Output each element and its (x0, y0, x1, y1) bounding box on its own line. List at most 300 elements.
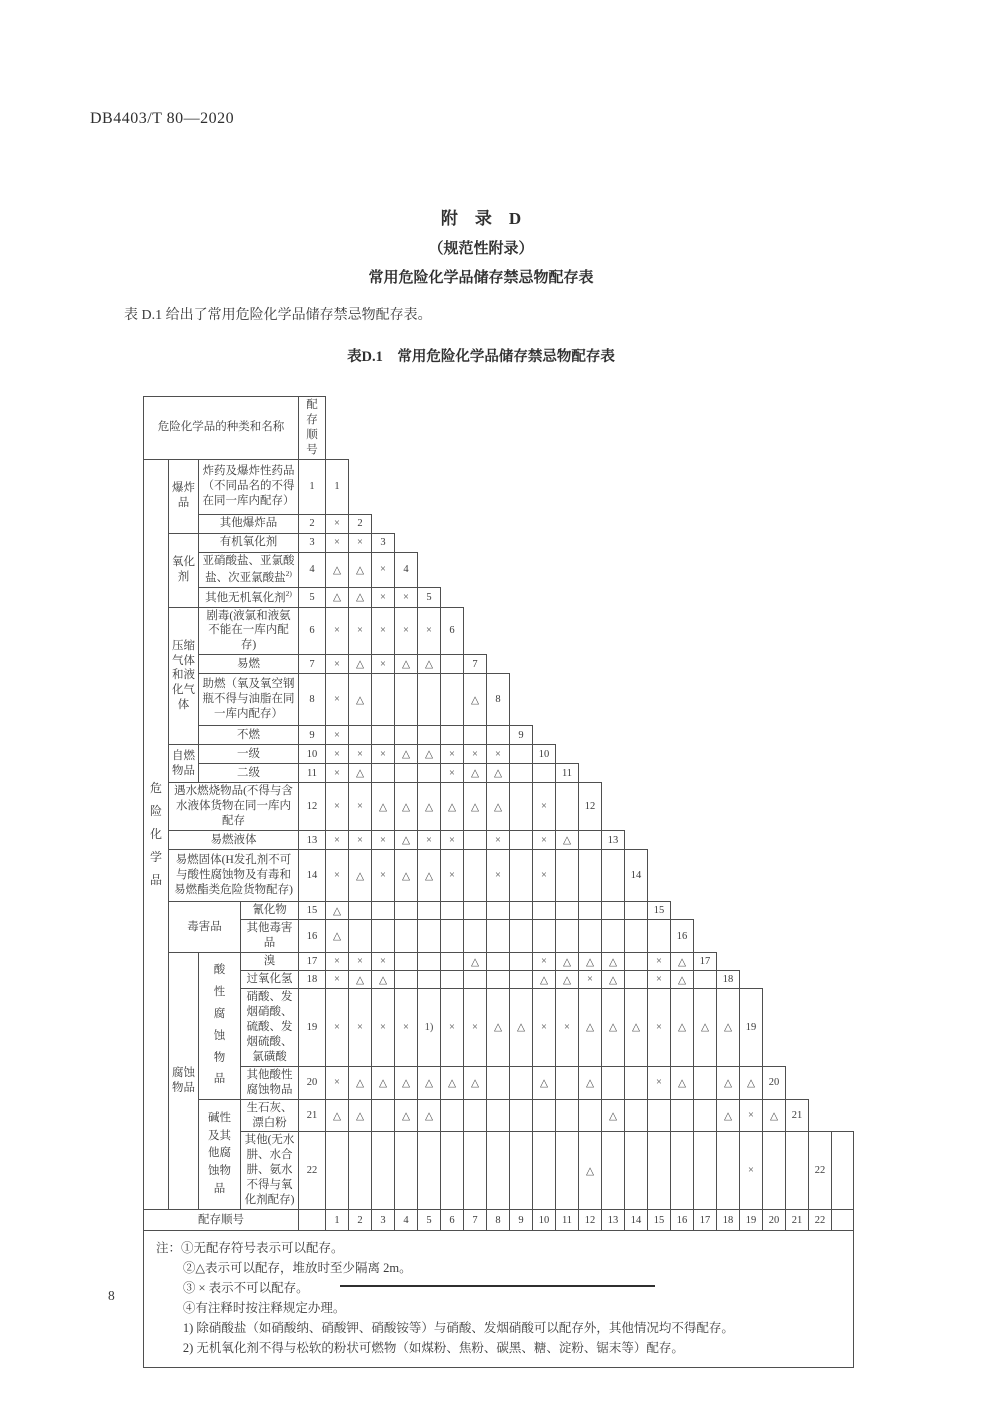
matrix-cell: △ (372, 971, 395, 989)
matrix-filler (832, 1132, 854, 1210)
note-line: ④有注释时按注释规定办理。 (182, 1301, 346, 1316)
matrix-diagonal: 22 (809, 1132, 832, 1210)
matrix-cell (349, 1132, 372, 1210)
subgroup-text: 酸性腐蚀物品 (213, 964, 226, 1086)
compatibility-table-container (143, 396, 854, 1368)
matrix-cell (625, 920, 648, 953)
matrix-cell (602, 850, 625, 902)
row-seq: 20 (299, 1066, 326, 1099)
footer-seq-label: 配存顺号 (144, 1210, 299, 1231)
matrix-cell: × (349, 745, 372, 764)
matrix-cell: × (326, 533, 349, 552)
matrix-cell (694, 1132, 717, 1210)
matrix-cell: × (395, 607, 418, 655)
note-line: 1) 除硝酸盐（如硝酸纳、硝酸钾、硝酸铵等）与硝酸、发烟硝酸可以配存外，其他情况均不得配存。 (182, 1321, 734, 1336)
matrix-cell: × (326, 745, 349, 764)
matrix-cell (671, 1099, 694, 1132)
matrix-cell: × (533, 989, 556, 1067)
matrix-cell: × (395, 989, 418, 1067)
note-line: ③ × 表示不可以配存。 (182, 1281, 309, 1296)
matrix-cell (441, 655, 464, 674)
matrix-diagonal: 6 (441, 607, 464, 655)
outer-group-text: 危险化学品 (149, 781, 162, 887)
matrix-cell (464, 726, 487, 745)
matrix-cell (533, 764, 556, 783)
row-name: 易燃固体(H发孔剂不可与酸性腐蚀物及有毒和易燃酯类危险货物配存) (169, 850, 299, 902)
matrix-cell (510, 745, 533, 764)
matrix-cell (510, 764, 533, 783)
matrix-cell: △ (372, 1066, 395, 1099)
matrix-diagonal: 13 (602, 831, 625, 850)
matrix-cell: △ (349, 1099, 372, 1132)
matrix-cell: △ (372, 783, 395, 831)
matrix-cell: △ (717, 1099, 740, 1132)
matrix-cell (372, 902, 395, 920)
footer-filler (832, 1210, 854, 1231)
matrix-cell (602, 1066, 625, 1099)
matrix-diagonal: 16 (671, 920, 694, 953)
matrix-cell: △ (717, 989, 740, 1067)
matrix-cell: × (579, 971, 602, 989)
matrix-cell (441, 1099, 464, 1132)
matrix-cell: △ (418, 655, 441, 674)
matrix-cell: × (372, 552, 395, 587)
matrix-cell (372, 1099, 395, 1132)
row-seq: 15 (299, 902, 326, 920)
matrix-cell (372, 726, 395, 745)
matrix-cell (395, 1132, 418, 1210)
matrix-cell (533, 1132, 556, 1210)
matrix-diagonal: 8 (487, 674, 510, 726)
row-name: 易燃 (199, 655, 299, 674)
subgroup-text: 碱性及其他腐蚀物品 (208, 1111, 231, 1196)
matrix-cell (441, 953, 464, 971)
matrix-diagonal: 14 (625, 850, 648, 902)
matrix-cell: △ (464, 1066, 487, 1099)
matrix-cell: × (441, 764, 464, 783)
matrix-cell: × (372, 587, 395, 607)
matrix-diagonal: 2 (349, 514, 372, 533)
matrix-cell: △ (533, 971, 556, 989)
table-header-left: 危险化学品的种类和名称 (144, 397, 299, 460)
footer-seq-number: 9 (510, 1210, 533, 1231)
matrix-cell: △ (694, 989, 717, 1067)
row-name: 剧毒(液氯和液氨不能在一库内配存) (199, 607, 299, 655)
footer-seq-number: 3 (372, 1210, 395, 1231)
matrix-cell (579, 920, 602, 953)
row-name: 易燃液体 (169, 831, 299, 850)
matrix-diagonal: 7 (464, 655, 487, 674)
matrix-cell: × (533, 953, 556, 971)
row-seq: 13 (299, 831, 326, 850)
footer-seq-number: 5 (418, 1210, 441, 1231)
matrix-cell (625, 1066, 648, 1099)
matrix-cell: × (326, 514, 349, 533)
subgroup-label (199, 953, 241, 1100)
matrix-cell (533, 1099, 556, 1132)
matrix-diagonal: 11 (556, 764, 579, 783)
matrix-cell: △ (395, 1066, 418, 1099)
footer-seq-number: 4 (395, 1210, 418, 1231)
matrix-cell (602, 920, 625, 953)
matrix-cell (418, 1132, 441, 1210)
matrix-cell: × (326, 850, 349, 902)
matrix-cell (487, 920, 510, 953)
footer-seq-number: 17 (694, 1210, 717, 1231)
table-header-seq: 配存顺号 (299, 397, 326, 460)
row-name: 一级 (199, 745, 299, 764)
matrix-cell: △ (487, 764, 510, 783)
matrix-cell: × (487, 850, 510, 902)
matrix-cell (441, 971, 464, 989)
matrix-cell: △ (602, 989, 625, 1067)
matrix-cell: × (648, 971, 671, 989)
matrix-cell: × (326, 1066, 349, 1099)
matrix-cell: × (648, 1066, 671, 1099)
matrix-cell (625, 971, 648, 989)
matrix-diagonal: 10 (533, 745, 556, 764)
footer-seq-number: 1 (326, 1210, 349, 1231)
footer-seq-number: 16 (671, 1210, 694, 1231)
matrix-cell: × (441, 850, 464, 902)
matrix-cell (579, 831, 602, 850)
matrix-cell (487, 1099, 510, 1132)
footer-seq-empty (299, 1210, 326, 1231)
matrix-cell: △ (418, 850, 441, 902)
matrix-cell: △ (464, 783, 487, 831)
row-seq: 3 (299, 533, 326, 552)
matrix-cell: △ (349, 971, 372, 989)
note-line: 2) 无机氧化剂不得与松软的粉状可燃物（如煤粉、焦粉、碳黑、糖、淀粉、锯末等）配存。 (182, 1341, 684, 1356)
matrix-cell (510, 971, 533, 989)
matrix-cell (648, 920, 671, 953)
matrix-cell: × (533, 850, 556, 902)
matrix-cell: × (349, 607, 372, 655)
footer-divider-line (340, 1285, 655, 1287)
matrix-cell (395, 726, 418, 745)
notes-cell (144, 1231, 854, 1368)
matrix-cell: △ (395, 831, 418, 850)
footer-seq-number: 20 (763, 1210, 786, 1231)
matrix-diagonal: 1 (326, 459, 349, 514)
row-name: 亚硝酸盐、亚氯酸盐、次亚氯酸盐$^{2)}$ (199, 552, 299, 587)
matrix-cell: △ (326, 587, 349, 607)
matrix-cell: △ (602, 1099, 625, 1132)
matrix-cell: △ (602, 953, 625, 971)
matrix-cell: △ (349, 850, 372, 902)
matrix-diagonal: 21 (786, 1099, 809, 1132)
matrix-cell (418, 971, 441, 989)
matrix-cell (579, 850, 602, 902)
matrix-cell (510, 1099, 533, 1132)
matrix-cell: △ (418, 1066, 441, 1099)
matrix-cell (418, 674, 441, 726)
matrix-cell (372, 674, 395, 726)
matrix-cell (441, 920, 464, 953)
matrix-cell: △ (349, 674, 372, 726)
matrix-cell (579, 902, 602, 920)
matrix-cell (487, 971, 510, 989)
matrix-cell: × (648, 953, 671, 971)
row-name: 生石灰、漂白粉 (241, 1099, 299, 1132)
matrix-cell: × (556, 989, 579, 1067)
matrix-cell (556, 920, 579, 953)
matrix-cell: × (326, 607, 349, 655)
row-name: 助燃（氧及氧空钢瓶不得与油脂在同一库内配存） (199, 674, 299, 726)
matrix-cell: × (441, 745, 464, 764)
matrix-cell: △ (349, 1066, 372, 1099)
note-line: 注：①无配存符号表示可以配存。 (156, 1241, 344, 1256)
matrix-cell (671, 1132, 694, 1210)
matrix-diagonal: 18 (717, 971, 740, 989)
matrix-cell (464, 831, 487, 850)
matrix-cell (510, 783, 533, 831)
matrix-cell (625, 902, 648, 920)
matrix-cell (625, 1099, 648, 1132)
matrix-cell: × (372, 953, 395, 971)
note-ref: 2) (285, 588, 292, 598)
matrix-cell: × (326, 783, 349, 831)
matrix-cell (418, 726, 441, 745)
matrix-cell: △ (671, 971, 694, 989)
footer-seq-number: 21 (786, 1210, 809, 1231)
row-seq: 10 (299, 745, 326, 764)
matrix-cell: △ (418, 783, 441, 831)
matrix-cell (487, 1132, 510, 1210)
matrix-cell: × (349, 533, 372, 552)
matrix-cell: × (372, 745, 395, 764)
matrix-cell (464, 1099, 487, 1132)
matrix-cell (372, 764, 395, 783)
matrix-cell: × (740, 1099, 763, 1132)
row-name: 硝酸、发烟硝酸、硫酸、发烟硫酸、氯磺酸 (241, 989, 299, 1067)
matrix-cell: △ (602, 971, 625, 989)
matrix-cell: × (464, 989, 487, 1067)
row-seq: 19 (299, 989, 326, 1067)
matrix-cell: × (326, 726, 349, 745)
matrix-cell: △ (533, 1066, 556, 1099)
row-seq: 16 (299, 920, 326, 953)
matrix-cell (395, 971, 418, 989)
row-seq: 1 (299, 459, 326, 514)
matrix-cell (464, 1132, 487, 1210)
matrix-cell: △ (395, 783, 418, 831)
matrix-cell: × (418, 607, 441, 655)
matrix-diagonal: 4 (395, 552, 418, 587)
matrix-cell: △ (556, 831, 579, 850)
matrix-cell (349, 920, 372, 953)
appendix-title-block (0, 204, 962, 287)
matrix-cell: × (372, 831, 395, 850)
matrix-diagonal: 15 (648, 902, 671, 920)
page-number: 8 (108, 1288, 115, 1303)
matrix-cell (510, 902, 533, 920)
footer-seq-number: 22 (809, 1210, 832, 1231)
matrix-diagonal: 3 (372, 533, 395, 552)
matrix-diagonal: 9 (510, 726, 533, 745)
note-ref: 2) (285, 568, 292, 578)
matrix-cell (533, 920, 556, 953)
matrix-cell (694, 1066, 717, 1099)
matrix-cell (395, 920, 418, 953)
matrix-diagonal: 12 (579, 783, 602, 831)
matrix-cell: △ (326, 902, 349, 920)
matrix-cell (625, 953, 648, 971)
matrix-cell: △ (441, 1066, 464, 1099)
matrix-cell (602, 902, 625, 920)
appendix-subtitle: （规范性附录） (428, 241, 534, 257)
matrix-cell: × (533, 831, 556, 850)
matrix-cell: × (326, 674, 349, 726)
matrix-cell (510, 920, 533, 953)
footer-seq-number: 7 (464, 1210, 487, 1231)
matrix-cell: × (487, 745, 510, 764)
matrix-cell: △ (395, 745, 418, 764)
matrix-cell (464, 920, 487, 953)
compatibility-table (143, 396, 854, 1368)
appendix-heading: 常用危险化学品储存禁忌物配存表 (368, 270, 594, 286)
matrix-cell (418, 953, 441, 971)
matrix-cell (395, 902, 418, 920)
appendix-title: 附 录 D (440, 209, 522, 228)
matrix-cell: △ (464, 953, 487, 971)
matrix-cell: × (487, 831, 510, 850)
matrix-diagonal: 17 (694, 953, 717, 971)
table-caption: 表D.1 常用危险化学品储存禁忌物配存表 (347, 349, 615, 365)
matrix-cell: × (372, 655, 395, 674)
footer-seq-number: 6 (441, 1210, 464, 1231)
matrix-cell: △ (349, 587, 372, 607)
group-label: 腐蚀物品 (169, 953, 199, 1210)
matrix-cell: △ (556, 953, 579, 971)
matrix-cell (556, 850, 579, 902)
footer-seq-number: 14 (625, 1210, 648, 1231)
matrix-cell (395, 764, 418, 783)
matrix-cell: △ (349, 655, 372, 674)
matrix-cell: △ (349, 552, 372, 587)
matrix-cell: × (326, 655, 349, 674)
matrix-cell (625, 1132, 648, 1210)
matrix-cell (441, 726, 464, 745)
matrix-cell: △ (556, 971, 579, 989)
matrix-cell (418, 920, 441, 953)
matrix-cell (464, 850, 487, 902)
matrix-cell: △ (349, 764, 372, 783)
matrix-cell (349, 726, 372, 745)
matrix-cell (418, 764, 441, 783)
matrix-cell: △ (395, 1099, 418, 1132)
matrix-cell: × (441, 831, 464, 850)
matrix-cell (510, 1132, 533, 1210)
matrix-cell: × (740, 1132, 763, 1210)
matrix-cell (441, 902, 464, 920)
row-seq: 17 (299, 953, 326, 971)
group-label: 自燃物品 (169, 745, 199, 783)
matrix-cell: × (648, 989, 671, 1067)
matrix-cell (602, 1132, 625, 1210)
matrix-cell (418, 902, 441, 920)
matrix-cell: △ (579, 953, 602, 971)
matrix-cell (326, 1132, 349, 1210)
row-seq: 7 (299, 655, 326, 674)
outer-group-label (144, 459, 169, 1209)
row-name: 其他(无水肼、水合肼、氨水不得与氧化剂配存) (241, 1132, 299, 1210)
matrix-cell (349, 902, 372, 920)
matrix-diagonal: 19 (740, 989, 763, 1067)
matrix-cell (464, 971, 487, 989)
matrix-cell (487, 1066, 510, 1099)
row-name: 有机氧化剂 (199, 533, 299, 552)
matrix-cell: × (372, 989, 395, 1067)
matrix-cell (487, 726, 510, 745)
row-seq: 5 (299, 587, 326, 607)
matrix-cell (441, 674, 464, 726)
matrix-cell (648, 1132, 671, 1210)
matrix-cell (648, 1099, 671, 1132)
matrix-cell: × (441, 989, 464, 1067)
row-name: 其他毒害品 (241, 920, 299, 953)
matrix-cell: △ (326, 552, 349, 587)
matrix-cell (464, 902, 487, 920)
footer-seq-number: 10 (533, 1210, 556, 1231)
matrix-cell: × (533, 783, 556, 831)
row-seq: 8 (299, 674, 326, 726)
matrix-cell: × (372, 850, 395, 902)
row-name: 其他无机氧化剂$^{2)}$ (199, 587, 299, 607)
matrix-cell: △ (464, 674, 487, 726)
matrix-diagonal: 20 (763, 1066, 786, 1099)
matrix-cell (556, 783, 579, 831)
matrix-cell: △ (326, 1099, 349, 1132)
matrix-cell (510, 953, 533, 971)
row-seq: 22 (299, 1132, 326, 1210)
note-line: ②△表示可以配存，堆放时至少隔离 2m。 (182, 1261, 412, 1276)
matrix-cell: △ (579, 1066, 602, 1099)
matrix-cell: △ (763, 1099, 786, 1132)
footer-seq-number: 13 (602, 1210, 625, 1231)
matrix-cell: △ (579, 989, 602, 1067)
matrix-cell: △ (740, 1066, 763, 1099)
row-name: 过氧化氢 (241, 971, 299, 989)
matrix-cell (579, 1099, 602, 1132)
matrix-cell: × (349, 783, 372, 831)
matrix-cell: △ (671, 953, 694, 971)
matrix-cell: × (326, 953, 349, 971)
matrix-cell: × (326, 764, 349, 783)
footer-seq-number: 19 (740, 1210, 763, 1231)
matrix-diagonal: 5 (418, 587, 441, 607)
matrix-cell (556, 1099, 579, 1132)
matrix-cell: △ (395, 655, 418, 674)
matrix-cell: △ (418, 1099, 441, 1132)
matrix-cell (556, 1132, 579, 1210)
matrix-cell: × (326, 971, 349, 989)
matrix-cell: △ (395, 850, 418, 902)
row-name: 其他酸性腐蚀物品 (241, 1066, 299, 1099)
matrix-cell: △ (418, 745, 441, 764)
row-name: 其他爆炸品 (199, 514, 299, 533)
matrix-cell: △ (625, 989, 648, 1067)
matrix-cell: × (372, 607, 395, 655)
footer-seq-number: 12 (579, 1210, 602, 1231)
matrix-cell: △ (671, 1066, 694, 1099)
matrix-cell (487, 953, 510, 971)
matrix-cell (717, 1132, 740, 1210)
footer-seq-number: 11 (556, 1210, 579, 1231)
matrix-cell: × (418, 831, 441, 850)
matrix-cell (510, 1066, 533, 1099)
matrix-cell (694, 1099, 717, 1132)
